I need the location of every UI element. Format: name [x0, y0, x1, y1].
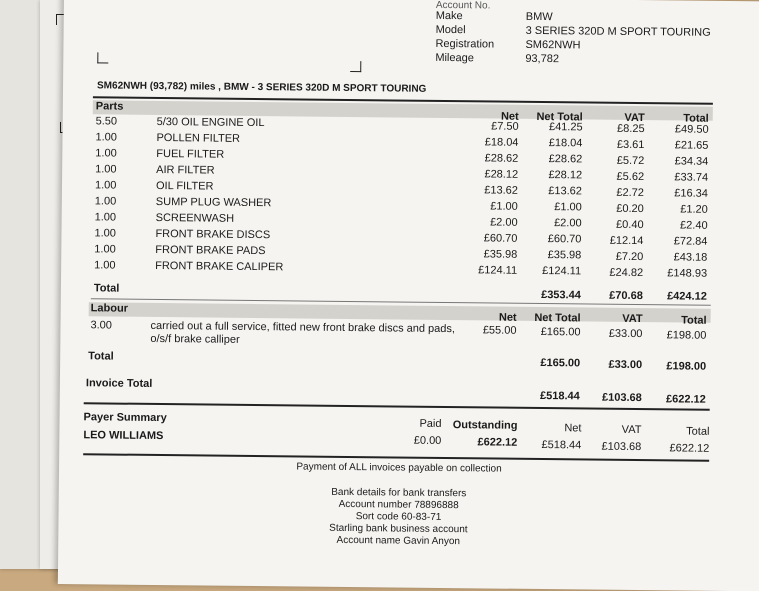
labour-total-label: Total — [88, 350, 114, 363]
part-net-total: £41.25 — [548, 121, 583, 134]
mileage-value: 93,782 — [525, 52, 560, 66]
paid-value: £0.00 — [413, 434, 442, 447]
part-net: £18.04 — [484, 136, 519, 149]
part-total: £21.65 — [674, 139, 709, 153]
parts-section-heading: Parts — [95, 100, 124, 113]
part-vat: £12.14 — [609, 234, 644, 247]
parts-total-label: Total — [93, 282, 120, 295]
labour-total-header: Total — [681, 314, 707, 327]
parts-vat-header: VAT — [624, 111, 645, 125]
part-net-total: £35.98 — [547, 249, 582, 262]
part-net: £28.62 — [484, 152, 519, 165]
outstanding-value: £622.12 — [477, 436, 518, 449]
part-qty: 1.00 — [95, 147, 117, 160]
part-description: SUMP PLUG WASHER — [155, 195, 272, 210]
summary-vat-label: VAT — [621, 423, 642, 437]
part-total: £16.34 — [674, 187, 709, 201]
part-qty: 1.00 — [94, 259, 116, 272]
parts-net-header: Net — [500, 110, 519, 123]
summary-vat-value: £103.68 — [601, 440, 642, 454]
registration-label: Registration — [435, 37, 495, 51]
invoice-total-label: Invoice Total — [85, 377, 153, 390]
part-net: £60.70 — [483, 232, 518, 245]
bank-details-line: Starling bank business account — [329, 522, 468, 536]
part-description: POLLEN FILTER — [156, 131, 241, 145]
bank-details-line: Account name Gavin Anyon — [336, 534, 461, 548]
part-total: £49.50 — [674, 123, 709, 137]
payer-name: LEO WILLIAMS — [83, 429, 164, 443]
part-net: £124.11 — [478, 263, 518, 277]
vehicle-title: SM62NWH (93,782) miles , BMW - 3 SERIES 320D M SPORT TOURING — [96, 80, 427, 95]
part-vat: £8.25 — [617, 122, 645, 135]
invoice-total-vat: £103.68 — [601, 391, 642, 405]
part-net-total: £18.04 — [548, 137, 583, 150]
part-qty: 1.00 — [94, 227, 116, 240]
part-total: £33.74 — [674, 171, 709, 185]
labour-desc-line1: carried out a full service, fitted new front brake discs and pads, — [150, 319, 456, 336]
part-net: £13.62 — [484, 184, 519, 197]
labour-vat-header: VAT — [622, 312, 643, 326]
summary-net-label: Net — [564, 422, 582, 435]
invoice-total-net: £518.44 — [539, 390, 580, 403]
labour-net-header: Net — [498, 311, 517, 324]
part-vat: £2.72 — [616, 186, 645, 199]
part-net: £7.50 — [491, 120, 519, 133]
summary-net-value: £518.44 — [541, 439, 582, 452]
part-total: £1.20 — [680, 203, 708, 217]
labour-vat: £33.00 — [608, 327, 643, 341]
part-net-total: £60.70 — [547, 233, 582, 246]
part-total: £72.84 — [673, 235, 708, 249]
part-description: AIR FILTER — [156, 163, 215, 177]
part-qty: 1.00 — [95, 163, 117, 176]
bank-details-line: Bank details for bank transfers — [331, 486, 467, 500]
summary-total-label: Total — [686, 425, 710, 438]
part-qty: 5.50 — [95, 115, 118, 128]
invoice-sheet — [58, 0, 759, 591]
labour-section-heading: Labour — [90, 302, 129, 315]
labour-qty: 3.00 — [90, 319, 113, 332]
part-total: £43.18 — [673, 251, 708, 265]
mileage-label: Mileage — [435, 51, 474, 65]
labour-desc-line2: o/s/f brake calliper — [150, 332, 240, 346]
labour-total-vat: £33.00 — [608, 358, 643, 372]
part-qty: 1.00 — [94, 195, 117, 208]
part-total: £2.40 — [680, 219, 708, 233]
part-net-total: £28.12 — [548, 169, 583, 182]
part-net-total: £1.00 — [554, 201, 582, 214]
part-description: FRONT BRAKE CALIPER — [155, 259, 284, 274]
part-qty: 1.00 — [94, 211, 117, 224]
part-vat: £0.40 — [616, 218, 644, 231]
part-net: £2.00 — [490, 216, 518, 229]
parts-total-net: £353.44 — [541, 289, 581, 302]
part-qty: 1.00 — [94, 243, 116, 256]
part-vat: £5.62 — [616, 170, 645, 183]
payment-note: Payment of ALL invoices payable on collection — [296, 461, 502, 475]
part-description: SCREENWASH — [155, 211, 235, 225]
part-description: FUEL FILTER — [156, 147, 225, 161]
part-qty: 1.00 — [95, 131, 117, 144]
labour-net-total: £165.00 — [540, 326, 581, 339]
window-corner-mark — [350, 61, 361, 72]
summary-total-value: £622.12 — [669, 442, 710, 455]
part-vat: £24.82 — [609, 266, 644, 279]
part-description: 5/30 OIL ENGINE OIL — [156, 115, 265, 130]
invoice-total-sum: £622.12 — [665, 393, 706, 406]
make-label: Make — [435, 9, 463, 23]
labour-total-net: £165.00 — [540, 357, 581, 370]
part-net: £1.00 — [490, 200, 518, 213]
paid-label: Paid — [419, 417, 442, 430]
model-value: 3 SERIES 320D M SPORT TOURING — [525, 24, 711, 39]
payer-summary-title: Payer Summary — [83, 411, 167, 425]
part-total: £148.93 — [667, 267, 708, 281]
registration-value: SM62NWH — [525, 38, 581, 52]
part-vat: £0.20 — [616, 202, 644, 215]
part-net: £35.98 — [483, 248, 518, 261]
parts-net-total-header: Net Total — [536, 110, 583, 124]
part-net-total: £13.62 — [548, 185, 583, 198]
part-vat: £7.20 — [615, 250, 644, 263]
outstanding-label: Outstanding — [452, 419, 518, 432]
part-description: FRONT BRAKE PADS — [155, 243, 266, 258]
make-value: BMW — [525, 10, 553, 24]
parts-total-vat: £70.68 — [609, 289, 643, 303]
parts-total-header: Total — [683, 112, 709, 125]
part-net: £28.12 — [484, 168, 519, 181]
part-vat: £5.72 — [616, 154, 645, 167]
model-label: Model — [435, 23, 466, 37]
bank-details-line: Sort code 60-83-71 — [355, 511, 442, 523]
labour-net: £55.00 — [482, 324, 517, 337]
labour-net-total-header: Net Total — [534, 311, 581, 325]
part-net-total: £28.62 — [548, 153, 583, 166]
part-qty: 1.00 — [94, 179, 117, 192]
part-net-total: £124.11 — [542, 265, 582, 278]
part-description: FRONT BRAKE DISCS — [155, 227, 271, 242]
account-label: Account No. — [435, 0, 491, 12]
part-description: OIL FILTER — [155, 179, 214, 193]
bank-details-line: Account number 78896888 — [338, 498, 459, 512]
labour-total: £198.00 — [666, 329, 707, 342]
labour-total-sum: £198.00 — [666, 360, 707, 373]
parts-total-sum: £424.12 — [667, 290, 707, 303]
window-corner-mark — [97, 52, 108, 63]
summary-divider — [83, 453, 709, 462]
part-vat: £3.61 — [616, 138, 645, 151]
part-total: £34.34 — [674, 155, 709, 169]
part-net-total: £2.00 — [554, 217, 582, 230]
